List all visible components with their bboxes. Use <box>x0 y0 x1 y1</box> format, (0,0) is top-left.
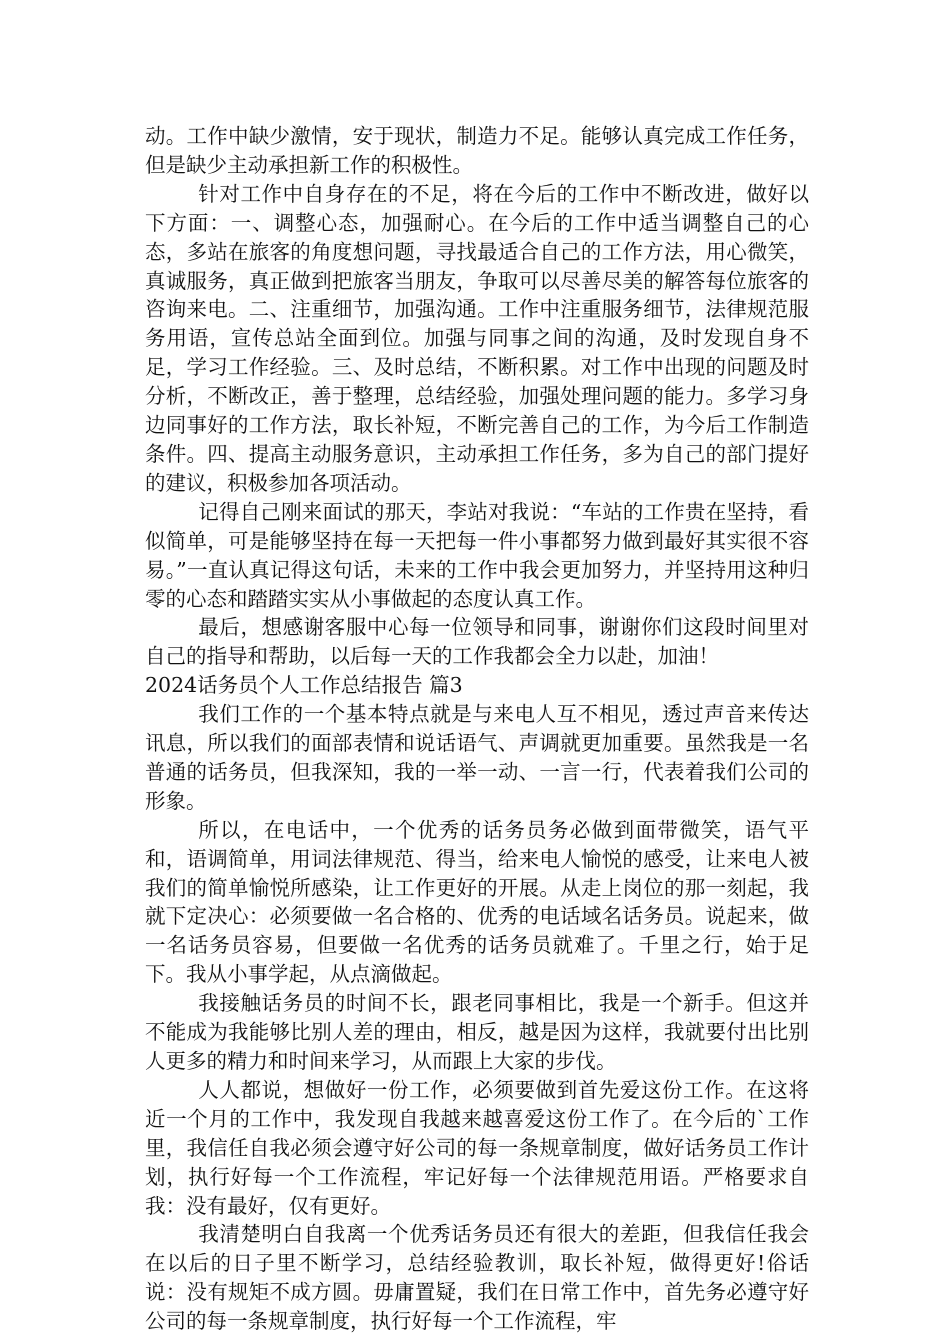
paragraph-1: 动。工作中缺少激情，安于现状，制造力不足。能够认真完成工作任务，但是缺少主动承担新工作的积极性。 <box>145 124 809 177</box>
paragraph-6: 所以，在电话中，一个优秀的话务员务必做到面带微笑，语气平和，语调简单，用词法律规范、得当，给来电人愉悦的感受，让来电人被我们的简单愉悦所感染，让工作更好的开展。从走上岗位的那一刻起，我就下定决心：必须要做一名合格的、优秀的电话域名话务员。说起来，做一名话务员容易，但要做一名优秀的话务员就难了。千里之行，始于足下。我从小事学起，从点滴做起。 <box>145 817 809 987</box>
paragraph-9: 我清楚明白自我离一个优秀话务员还有很大的差距，但我信任我会在以后的日子里不断学习，总结经验教训，取长补短，做得更好!俗话说：没有规矩不成方圆。毋庸置疑，我们在日常工作中，首先务必遵守好公司的每一条规章制度，执行好每一个工作流程，牢 <box>145 1222 809 1334</box>
section-heading: 2024话务员个人工作总结报告 篇3 <box>145 673 463 698</box>
paragraph-4: 最后，想感谢客服中心每一位领导和同事，谢谢你们这段时间里对自己的指导和帮助，以后每一天的工作我都会全力以赴，加油！ <box>145 615 809 669</box>
paragraph-5: 我们工作的一个基本特点就是与来电人互不相见，透过声音来传达讯息，所以我们的面部表情和说话语气、声调就更加重要。虽然我是一名普通的话务员，但我深知，我的一举一动、一言一行，代表着我们公司的形象。 <box>145 702 809 813</box>
paragraph-7: 我接触话务员的时间不长，跟老同事相比，我是一个新手。但这并不能成为我能够比别人差的理由，相反，越是因为这样，我就要付出比别人更多的精力和时间来学习，从而跟上大家的步伐。 <box>145 991 809 1073</box>
paragraph-8: 人人都说，想做好一份工作，必须要做到首先爱这份工作。在这将近一个月的工作中，我发现自我越来越喜爱这份工作了。在今后的`工作里，我信任自我必须会遵守好公司的每一条规章制度，做好话务员工作计划，执行好每一个工作流程，牢记好每一个法律规范用语。严格要求自我：没有最好，仅有更好。 <box>145 1077 809 1218</box>
document-body <box>145 122 809 1336</box>
paragraph-2: 针对工作中自身存在的不足，将在今后的工作中不断改进，做好以下方面：一、调整心态，加强耐心。在今后的工作中适当调整自己的心态，多站在旅客的角度想问题，寻找最适合自己的工作方法，用心微笑，真诚服务，真正做到把旅客当朋友，争取可以尽善尽美的解答每位旅客的咨询来电。二、注重细节，加强沟通。工作中注重服务细节，法律规范服务用语，宣传总站全面到位。加强与同事之间的沟通，及时发现自身不足，学习工作经验。三、及时总结，不断积累。对工作中出现的问题及时分析，不断改正，善于整理，总结经验，加强处理问题的能力。多学习身边同事好的工作方法，取长补短，不断完善自己的工作，为今后工作制造条件。四、提高主动服务意识，主动承担工作任务，多为自己的部门提好的建议，积极参加各项活动。 <box>145 181 809 495</box>
paragraph-3: 记得自己刚来面试的那天，李站对我说：“车站的工作贵在坚持，看似简单，可是能够坚持在每一天把每一件小事都努力做到最好其实很不容易。”一直认真记得这句话，未来的工作中我会更加努力，并坚持用这种归零的心态和踏踏实实从小事做起的态度认真工作。 <box>145 499 809 611</box>
